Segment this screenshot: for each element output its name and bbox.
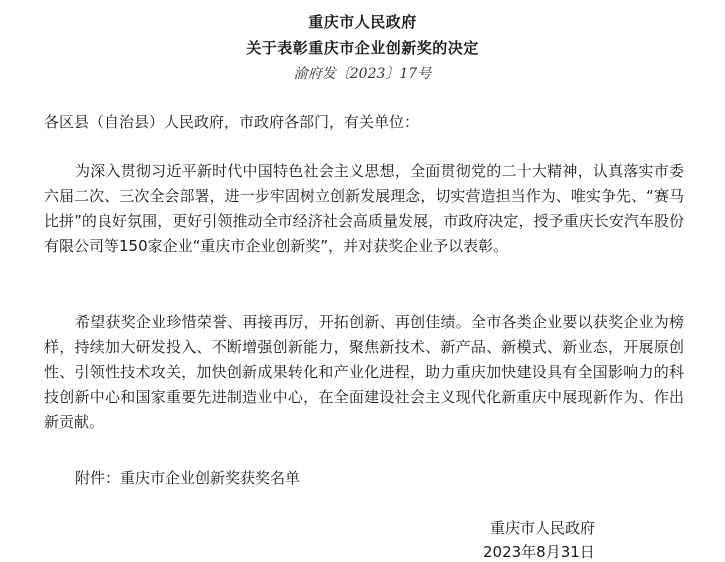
salutation: 各区县（自治县）人民政府，市政府各部门，有关单位： — [44, 113, 420, 131]
body-paragraph-1: 为深入贯彻习近平新时代中国特色社会主义思想，全面贯彻党的二十大精神，认真落实市委六届二次、三次全会部署，进一步牢固树立创新发展理念，切实营造担当作为、唯实争先、“赛马比拼”的良好氛围，更好引领推动全市经济社会高质量发展，市政府决定，授予重庆长安汽车股份有限公司等150家企业“重庆市企业创新奖”，并对获奖企业予以表彰。 — [44, 162, 684, 255]
issuer-heading: 重庆市人民政府 — [308, 13, 417, 31]
body-paragraph-2: 希望获奖企业珍惜荣誉、再接再厉，开拓创新、再创佳绩。全市各类企业要以获奖企业为榜样，持续加大研发投入、不断增强创新能力，聚焦新技术、新产品、新模式、新业态，开展原创性、引领性技术攻关，加快创新成果转化和产业化进程，助力重庆加快建设具有全国影响力的科技创新中心和国家重要先进制造业中心，在全面建设社会主义现代化新重庆中展现新作为、作出新贡献。 — [44, 313, 684, 431]
attachment-line: 附件：重庆市企业创新奖获奖名单 — [75, 469, 301, 487]
document-title: 关于表彰重庆市企业创新奖的决定 — [246, 39, 479, 57]
document-number: 渝府发〔2023〕17号 — [293, 66, 432, 82]
signature-issuer: 重庆市人民政府 — [490, 519, 596, 537]
signature-date: 2023年8月31日 — [483, 543, 595, 561]
